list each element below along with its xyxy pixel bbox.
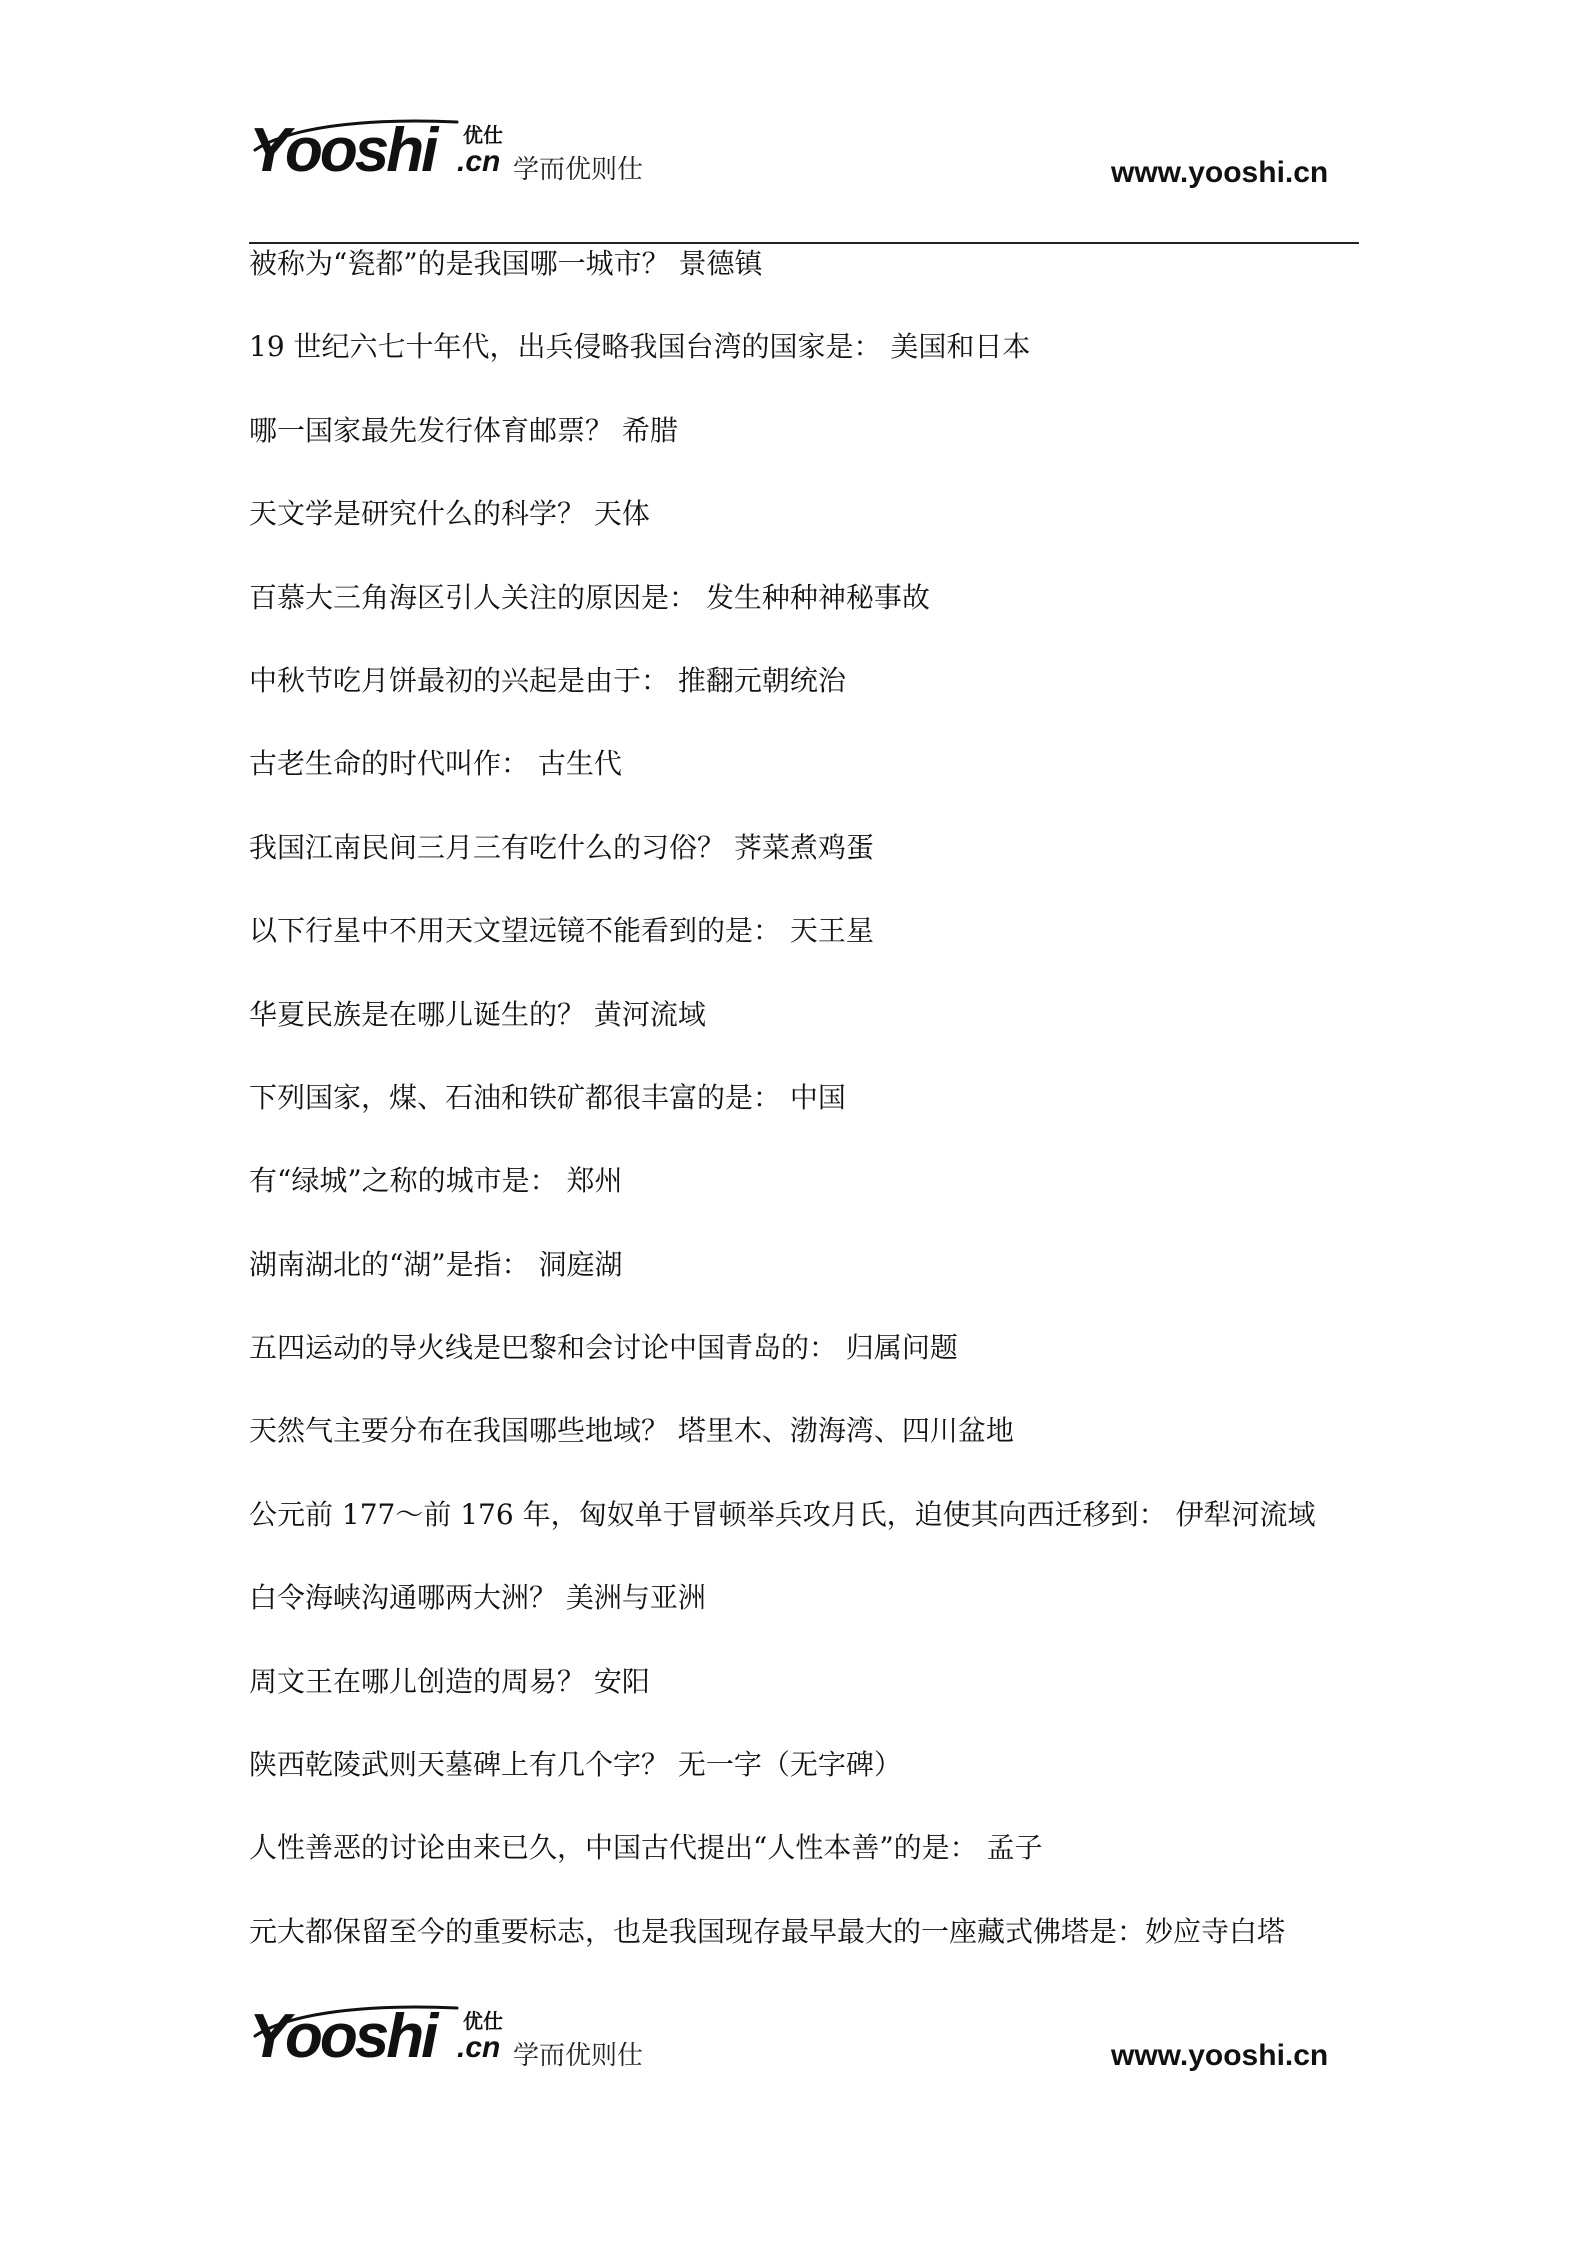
document-body [249, 222, 1449, 1973]
logo-domain: .cn [457, 145, 501, 178]
qa-line: 五四运动的导火线是巴黎和会讨论中国青岛的： 归属问题 [249, 1331, 958, 1365]
logo-slogan: 学而优则仕 [513, 155, 644, 185]
qa-line: 天然气主要分布在我国哪些地域？ 塔里木、渤海湾、四川盆地 [249, 1414, 1014, 1448]
qa-line: 白令海峡沟通哪两大洲？ 美洲与亚洲 [249, 1581, 706, 1615]
qa-line: 19 世纪六七十年代，出兵侵略我国台湾的国家是： 美国和日本 [249, 330, 1031, 364]
qa-line: 陕西乾陵武则天墓碑上有几个字？ 无一字（无字碑） [249, 1748, 902, 1782]
qa-line: 被称为“瓷都”的是我国哪一城市？ 景德镇 [249, 247, 763, 280]
qa-line: 人性善恶的讨论由来已久，中国古代提出“人性本善”的是： 孟子 [249, 1831, 1043, 1865]
qa-line: 下列国家，煤、石油和铁矿都很丰富的是： 中国 [249, 1080, 846, 1114]
header-logo [249, 116, 669, 186]
header-url: www.yooshi.cn [1111, 156, 1329, 189]
qa-line: 湖南湖北的“湖”是指： 洞庭湖 [249, 1247, 623, 1281]
qa-line: 元大都保留至今的重要标志，也是我国现存最早最大的一座藏式佛塔是：妙应寺白塔 [249, 1914, 1286, 1948]
qa-line: 公元前 177～前 176 年，匈奴单于冒顿举兵攻月氏，迫使其向西迁移到： 伊犁河流域 [249, 1497, 1316, 1531]
qa-line: 百慕大三角海区引人关注的原因是： 发生种种神秘事故 [249, 580, 930, 614]
logo-brand-cn: 优仕 [463, 123, 503, 147]
qa-line: 以下行星中不用天文望远镜不能看到的是： 天王星 [249, 914, 874, 948]
qa-line: 周文王在哪儿创造的周易？ 安阳 [249, 1664, 650, 1698]
qa-line: 古老生命的时代叫作： 古生代 [249, 747, 622, 781]
qa-line: 天文学是研究什么的科学？ 天体 [249, 497, 650, 531]
logo-slogan: 学而优则仕 [513, 2041, 644, 2071]
qa-line: 有“绿城”之称的城市是： 郑州 [249, 1164, 623, 1198]
qa-line: 哪一国家最先发行体育邮票？ 希腊 [249, 413, 678, 447]
logo-brand-cn: 优仕 [463, 2009, 503, 2033]
qa-line: 我国江南民间三月三有吃什么的习俗？ 荠菜煮鸡蛋 [249, 830, 874, 864]
logo-domain: .cn [457, 2031, 501, 2064]
qa-line: 华夏民族是在哪儿诞生的？ 黄河流域 [249, 997, 706, 1031]
footer-logo [249, 2002, 669, 2072]
logo-wordmark: Yooshi [249, 2002, 436, 2071]
footer-url: www.yooshi.cn [1111, 2039, 1329, 2072]
qa-line: 中秋节吃月饼最初的兴起是由于： 推翻元朝统治 [249, 663, 846, 697]
logo-wordmark: Yooshi [249, 116, 436, 185]
